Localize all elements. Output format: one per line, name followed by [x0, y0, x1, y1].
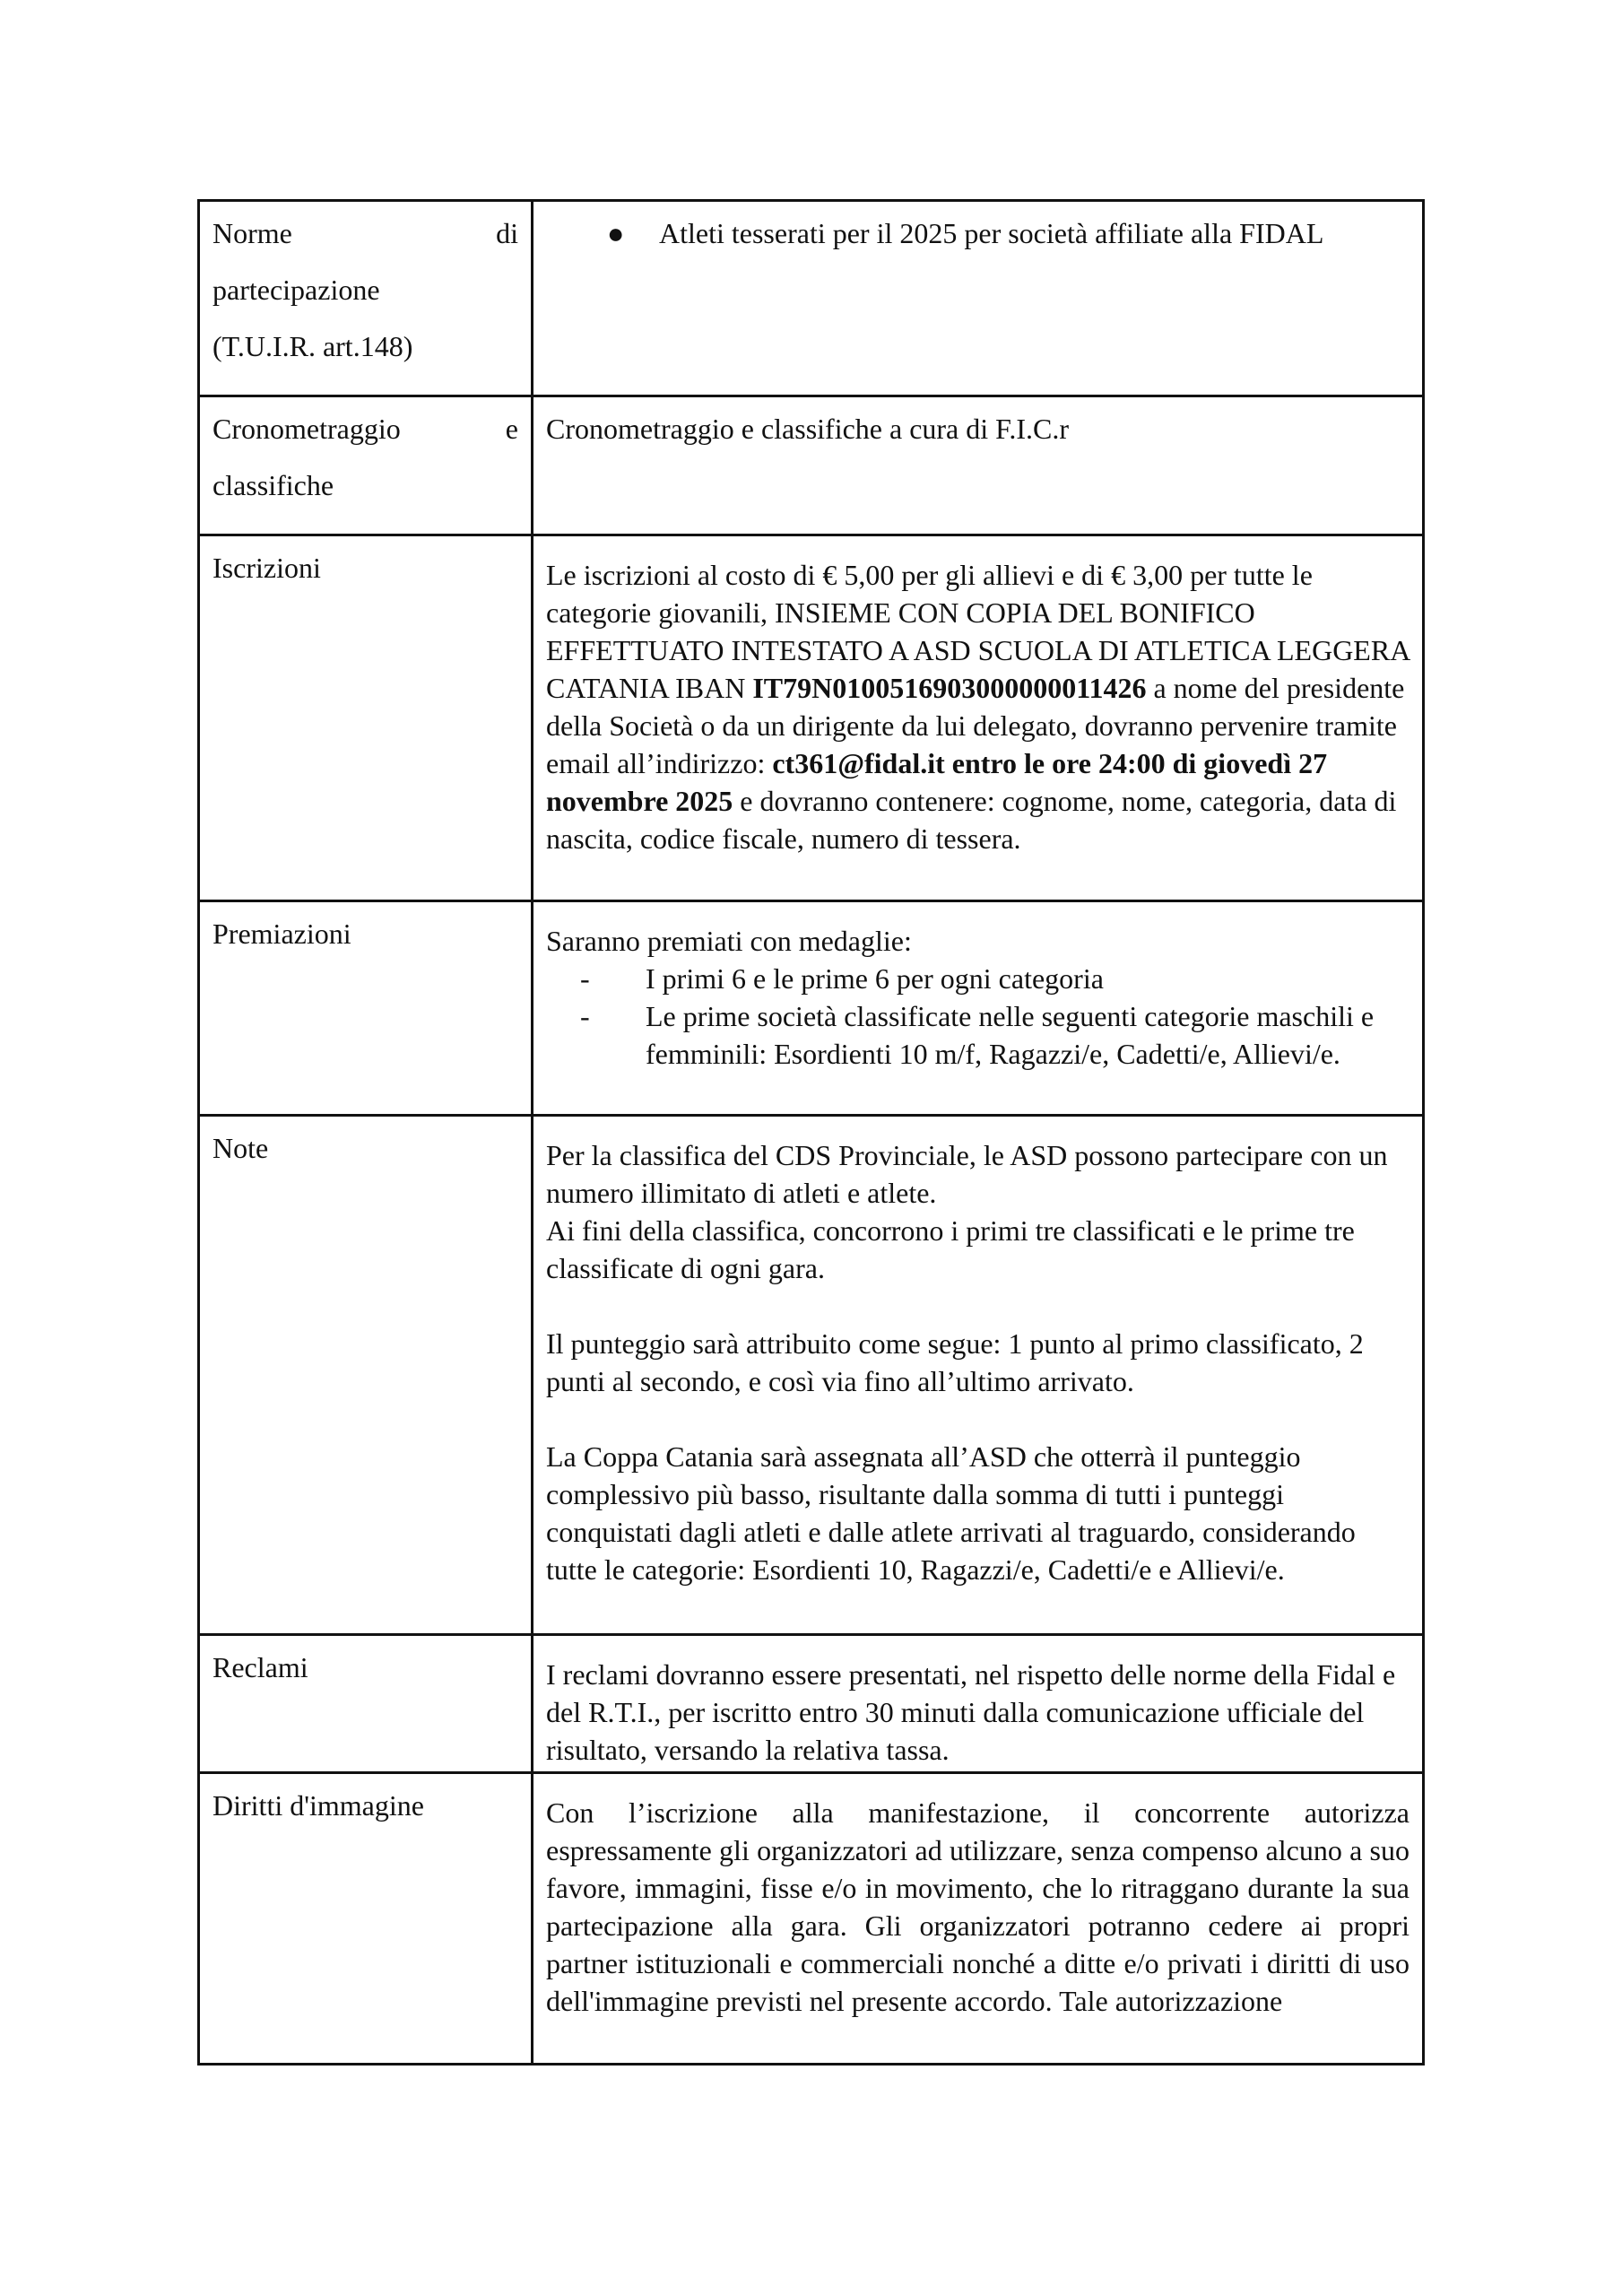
label-text: Note: [213, 1132, 269, 1164]
bullet-list: [546, 205, 1409, 262]
label-cell: [199, 1635, 533, 1773]
content-text: I reclami dovranno essere presentati, nel rispetto delle norme della Fidal e del R.T.I., per iscritto entro 30 minuti dalla comunicazione ufficiale del risultato, versando la relativa tassa.: [546, 1658, 1396, 1766]
label-text: Iscrizioni: [213, 552, 321, 584]
label-text: (T.U.I.R. art.148): [213, 330, 413, 362]
table-row-iscrizioni: [199, 535, 1424, 901]
regulations-table: [197, 199, 1425, 2066]
label-text: Norme: [213, 217, 292, 249]
content-cell: [533, 396, 1424, 535]
email-deadline: ct361@fidal.it entro le ore 24:00 di giovedì 27 novembre 2025: [546, 747, 1328, 817]
table-row-premiazioni: [199, 901, 1424, 1116]
label-cell: [199, 396, 533, 535]
label-text: Diritti d'immagine: [213, 1789, 424, 1822]
content-cell: [533, 901, 1424, 1116]
dash-icon: -: [580, 962, 590, 995]
content-cell: [533, 1635, 1424, 1773]
table-row-diritti-immagine: [199, 1773, 1424, 2065]
content-text: Saranno premiati con medaglie:: [546, 925, 912, 957]
dash-icon: -: [580, 1000, 590, 1032]
table-row-reclami: [199, 1635, 1424, 1773]
label-text: partecipazione: [213, 274, 380, 306]
list-item: [546, 960, 1409, 997]
paragraph: Ai fini della classifica, concorrono i primi tre classificati e le prime tre classificate di ogni gara.: [546, 1214, 1355, 1284]
label-cell: [199, 1116, 533, 1635]
label-cell: [199, 1773, 533, 2065]
label-text: e: [505, 413, 518, 445]
label-cell: [199, 901, 533, 1116]
table-row-note: [199, 1116, 1424, 1635]
spacer: [546, 1287, 1409, 1325]
paragraph: Per la classifica del CDS Provinciale, le ASD possono partecipare con un numero illimitato di atleti e atlete.: [546, 1139, 1388, 1209]
spacer: [546, 1400, 1409, 1438]
list-item: [546, 997, 1409, 1073]
content-cell: [533, 1116, 1424, 1635]
content-text: Cronometraggio e classifiche a cura di F.I.C.r: [546, 413, 1070, 445]
iban-code: IT79N0100516903000000011426: [752, 672, 1147, 704]
content-text: Con l’iscrizione alla manifestazione, il concorrente autorizza espressamente gli organizzatori ad utilizzare, senza compenso alcuno a suo favore, immagini, fisse e/o in movimento, che lo ritraggano durante la sua partecipazione alla gara. Gli organizzatori potranno cedere ai propri partner istituzionali e commerciali nonché a ditte e/o privati i diritti di uso dell'immagine previsti nel presente accordo. Tale autorizzazione: [546, 1796, 1409, 2017]
content-cell: [533, 535, 1424, 901]
label-cell: [199, 201, 533, 396]
content-text: Le iscrizioni al costo di € 5,00 per gli allievi e di € 3,00 per tutte le categorie giovanili, INSIEME CON COPIA DEL BONIFICO EFFETTUATO INTESTATO A ASD SCUOLA DI ATLETICA LEGGERA CATANIA IBAN: [546, 559, 1409, 704]
label-text: Premiazioni: [213, 918, 351, 950]
bullet-icon: ●: [607, 217, 625, 249]
label-cell: [199, 535, 533, 901]
list-item: [546, 205, 1409, 262]
label-text: classifiche: [213, 469, 334, 501]
dash-list: [546, 960, 1409, 1073]
table-row-cronometraggio: [199, 396, 1424, 535]
list-item-text: Atleti tesserati per il 2025 per società affiliate alla FIDAL: [659, 217, 1324, 249]
paragraph: La Coppa Catania sarà assegnata all’ASD che otterrà il punteggio complessivo più basso, risultante dalla somma di tutti i punteggi conquistati dagli atleti e dalle atlete arrivati al traguardo, considerando tutte le categorie: Esordienti 10, Ragazzi/e, Cadetti/e e Allievi/e.: [546, 1440, 1356, 1586]
content-cell: [533, 1773, 1424, 2065]
content-cell: [533, 201, 1424, 396]
label-text: Reclami: [213, 1651, 308, 1683]
content-text: e dovranno contenere: cognome, nome, categoria, data di nascita, codice fiscale, numero di tessera.: [546, 785, 1397, 855]
label-text: Cronometraggio: [213, 413, 401, 445]
label-text: di: [496, 217, 518, 249]
paragraph: Il punteggio sarà attribuito come segue: 1 punto al primo classificato, 2 punti al secondo, e così via fino all’ultimo arrivato.: [546, 1327, 1364, 1397]
list-item-text: Le prime società classificate nelle seguenti categorie maschili e femminili: Esordienti 10 m/f, Ragazzi/e, Cadetti/e, Allievi/e.: [646, 1000, 1375, 1070]
content-text: a nome del presidente della Società o da un dirigente da lui delegato, dovranno pervenire tramite email all’indirizzo:: [546, 672, 1405, 779]
table-row-norme-partecipazione: [199, 201, 1424, 396]
list-item-text: I primi 6 e le prime 6 per ogni categoria: [646, 962, 1104, 995]
